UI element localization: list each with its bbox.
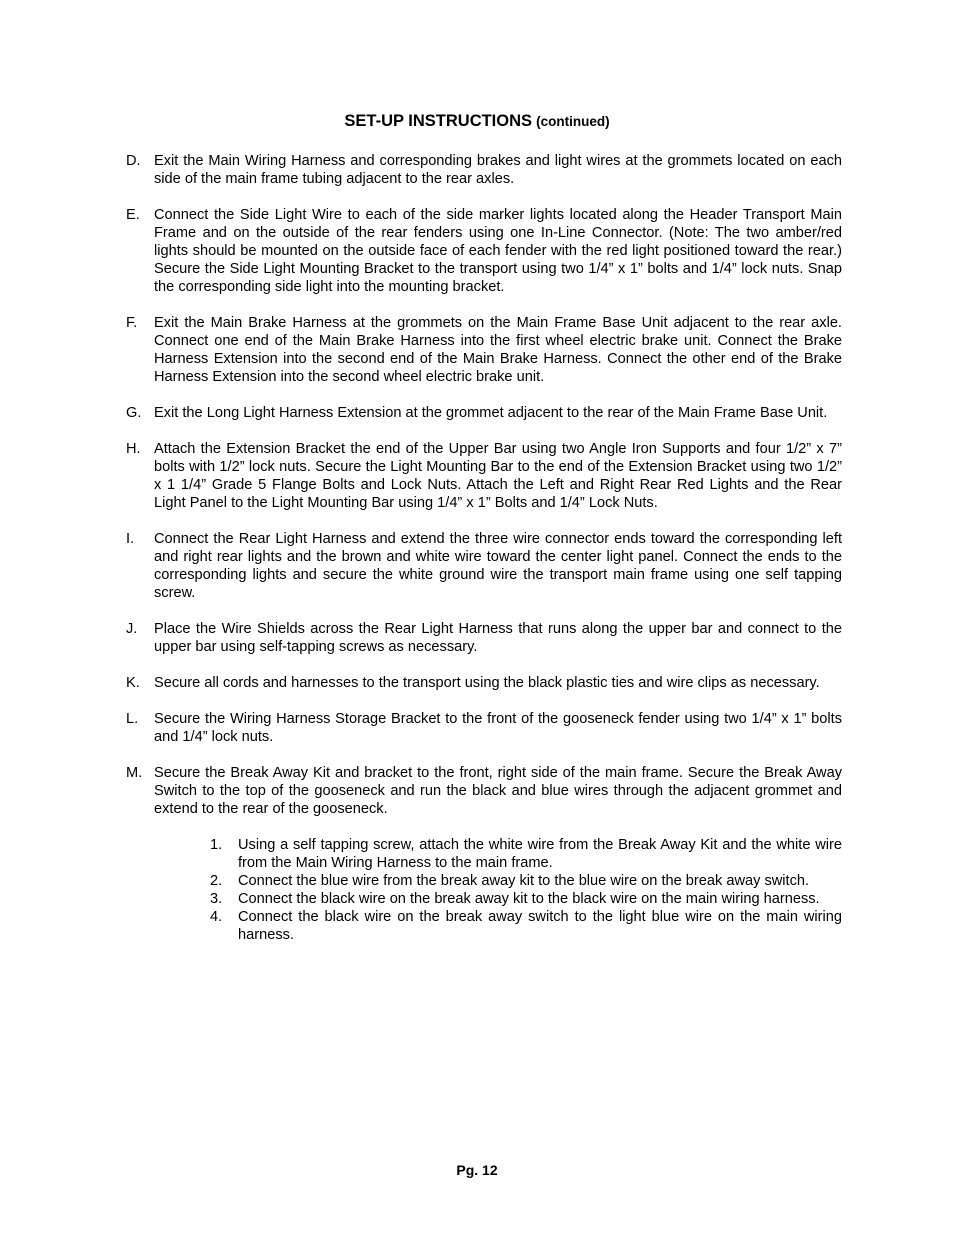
item-text: Secure the Break Away Kit and bracket to the front, right side of the main frame. Secure the Break Away Switch to the top of the gooseneck and run the black and blue wires through the adjacent grommet and extend to the rear of the gooseneck. [154, 765, 842, 817]
item-text: Exit the Long Light Harness Extension at the grommet adjacent to the rear of the Main Frame Base Unit. [154, 405, 828, 421]
section-title-suffix: (continued) [536, 114, 610, 129]
instruction-item-f [126, 314, 842, 386]
item-text: Connect the Side Light Wire to each of the side marker lights located along the Header Transport Main Frame and on the outside of the rear fenders using one In-Line Connector. (Note: The two amber/red lights should be mounted on the outside face of each fender with the red light positioned toward the rear.) Secure the Side Light Mounting Bracket to the transport using two 1/4” x 1” bolts and 1/4” lock nuts. Snap the corresponding side light into the mounting bracket. [154, 207, 842, 295]
item-text: Secure all cords and harnesses to the transport using the black plastic ties and wire clips as necessary. [154, 675, 820, 691]
item-body [154, 764, 842, 944]
item-marker: E. [126, 207, 140, 223]
item-marker: D. [126, 153, 141, 169]
sub-step-marker: 1. [210, 837, 223, 853]
instruction-item-g [126, 404, 842, 422]
instruction-item-j [126, 620, 842, 656]
item-text: Connect the Rear Light Harness and extend the three wire connector ends toward the corresponding left and right rear lights and the brown and white wire toward the center light panel. Connect the ends to the corresponding lights and secure the white ground wire the transport main frame using one self tapping screw. [154, 531, 842, 601]
item-text: Exit the Main Wiring Harness and corresponding brakes and light wires at the grommets located on each side of the main frame tubing adjacent to the rear axles. [154, 153, 842, 187]
section-title: SET-UP INSTRUCTIONS [344, 112, 533, 130]
sub-step-marker: 4. [210, 909, 223, 925]
item-text: Exit the Main Brake Harness at the grommets on the Main Frame Base Unit adjacent to the rear axle. Connect one end of the Main Brake Harness into the first wheel electric brake unit. Connect the Brake Harness Extension into the second end of the Main Brake Harness. Connect the other end of the Brake Harness Extension into the second wheel electric brake unit. [154, 315, 842, 385]
instruction-list [126, 152, 842, 962]
item-marker: I. [126, 531, 135, 547]
sub-step-text: Using a self tapping screw, attach the white wire from the Break Away Kit and the white wire from the Main Wiring Harness to the main frame. [238, 837, 842, 871]
item-marker: M. [126, 765, 143, 781]
sub-step-text: Connect the black wire on the break away switch to the light blue wire on the main wiring harness. [238, 909, 842, 943]
item-marker: G. [126, 405, 142, 421]
instruction-item-d [126, 152, 842, 188]
item-text: Attach the Extension Bracket the end of the Upper Bar using two Angle Iron Supports and four 1/2” x 7” bolts with 1/2” lock nuts. Secure the Light Mounting Bar to the end of the Extension Bracket using two 1/2” x 1 1/4” Grade 5 Flange Bolts and Lock Nuts. Attach the Left and Right Rear Red Lights and the Rear Light Panel to the Light Mounting Bar using 1/4” x 1” Bolts and 1/4” Lock Nuts. [154, 441, 842, 511]
item-marker: F. [126, 315, 138, 331]
item-text: Secure the Wiring Harness Storage Bracket to the front of the gooseneck fender using two 1/4” x 1” bolts and 1/4” lock nuts. [154, 711, 842, 745]
instruction-item-l [126, 710, 842, 746]
page-heading [0, 112, 954, 131]
instruction-item-h [126, 440, 842, 512]
item-marker: K. [126, 675, 140, 691]
item-marker: L. [126, 711, 139, 727]
sub-step-3 [210, 890, 842, 908]
instruction-item-k [126, 674, 842, 692]
item-marker: H. [126, 441, 141, 457]
item-marker: J. [126, 621, 138, 637]
sub-step-text: Connect the blue wire from the break away kit to the blue wire on the break away switch. [238, 873, 810, 889]
instruction-item-i [126, 530, 842, 602]
instruction-item-m [126, 764, 842, 944]
sub-step-marker: 2. [210, 873, 223, 889]
item-text: Place the Wire Shields across the Rear Light Harness that runs along the upper bar and connect to the upper bar using self-tapping screws as necessary. [154, 621, 842, 655]
sub-step-1 [210, 836, 842, 872]
sub-step-marker: 3. [210, 891, 223, 907]
sub-step-2 [210, 872, 842, 890]
sub-step-text: Connect the black wire on the break away kit to the black wire on the main wiring harness. [238, 891, 820, 907]
sub-step-4 [210, 908, 842, 944]
instruction-item-e [126, 206, 842, 296]
sub-step-list [210, 836, 842, 944]
page-number: Pg. 12 [456, 1162, 498, 1178]
